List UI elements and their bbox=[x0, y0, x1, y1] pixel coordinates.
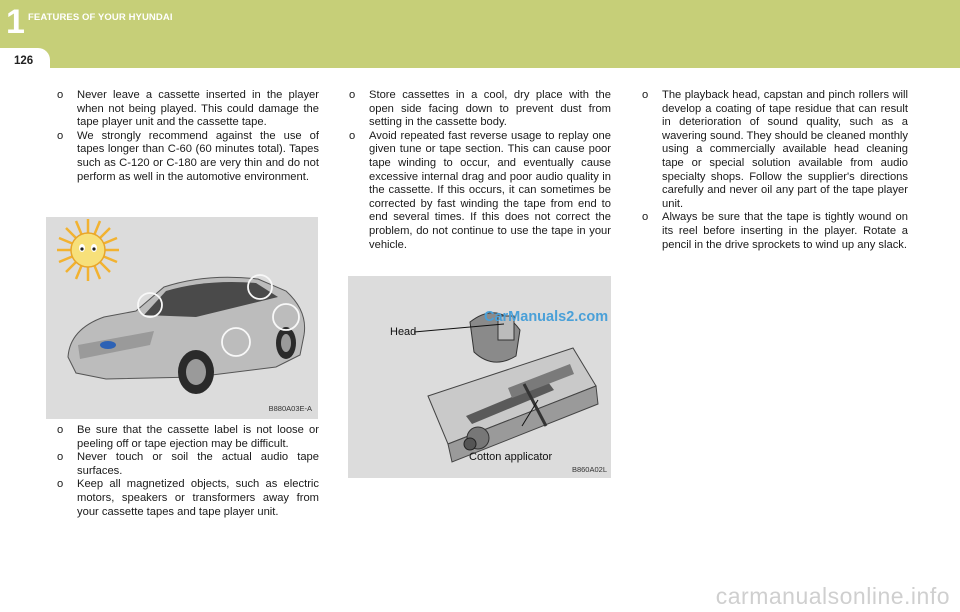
bullet-marker: o bbox=[349, 89, 356, 101]
bullet-item: o We strongly recommend against the use of tapes longer than C-60 (60 minutes total). Tapes such as C-120 or C-180 are very thin and do not perform as well in the automotive environment. bbox=[57, 129, 319, 183]
bullet-marker: o bbox=[57, 424, 64, 436]
bullet-item: o The playback head, capstan and pinch rollers will develop a coating of tape residue that can result in deterioration of sound quality, such as a wavering sound. They should be cleaned monthly using a commercially available head cleaning tape or special solution available from audio specialty shops. Follow the supplier's directions carefully and never oil any part of the tape player unit. bbox=[642, 89, 908, 210]
bullet-item: o Avoid repeated fast reverse usage to replay one given tune or tape section. This can cause poor tape winding to occur, and eventually cause excessive internal drag and poor audio quality in the cassette. If this occurs, it can sometimes be corrected by fast winding the tape from end to end several times. If this does not correct the problem, do not continue to use the tape in your vehicle. bbox=[349, 129, 611, 251]
sun-icon bbox=[57, 219, 119, 281]
chapter-number: 1 bbox=[6, 3, 25, 41]
bullet-marker: o bbox=[642, 211, 649, 224]
bullet-marker: o bbox=[57, 451, 64, 464]
site-watermark: CarManuals2.com bbox=[484, 309, 609, 325]
bullet-item: o Keep all magnetized objects, such as electric motors, speakers or transformers away from your cassette tapes and tape player unit. bbox=[57, 478, 319, 518]
figure-code: B860A02L bbox=[571, 465, 607, 474]
column-2 bbox=[349, 89, 611, 252]
bullet-marker: o bbox=[57, 129, 64, 142]
bullet-marker: o bbox=[57, 89, 64, 101]
bullet-marker: o bbox=[57, 478, 64, 491]
page-number: 126 bbox=[14, 55, 34, 67]
car-sun-graphic bbox=[46, 217, 318, 419]
chapter-header-bar bbox=[0, 0, 960, 68]
bullet-item: o Always be sure that the tape is tightly wound on its reel before inserting in the player. Rotate a pencil in the drive sprockets to wind up any slack. bbox=[642, 211, 908, 251]
chapter-title: FEATURES OF YOUR HYUNDAI bbox=[28, 12, 173, 23]
head-label: Head bbox=[390, 326, 417, 338]
bullet-item: o Be sure that the cassette label is not loose or peeling off or tape ejection may be difficult. bbox=[57, 424, 319, 450]
footer-watermark: carmanualsonline.info bbox=[715, 583, 950, 609]
bullet-item: o Never touch or soil the actual audio tape surfaces. bbox=[57, 451, 319, 477]
column-3 bbox=[642, 89, 908, 252]
tape-player-graphic bbox=[348, 276, 611, 478]
column-1-bottom bbox=[57, 424, 319, 519]
bullet-marker: o bbox=[349, 129, 356, 142]
bullet-marker: o bbox=[642, 89, 649, 101]
car-illustration bbox=[46, 217, 318, 419]
cassette-head-illustration bbox=[348, 276, 611, 478]
column-1-top bbox=[57, 89, 319, 184]
bullet-item: o Never leave a cassette inserted in the player when not being played. This could damage the tape player unit and the cassette tape. bbox=[57, 89, 319, 129]
figure-code: B880A03E-A bbox=[268, 404, 312, 413]
bullet-item: o Store cassettes in a cool, dry place with the open side facing down to prevent dust from setting in the cassette body. bbox=[349, 89, 611, 129]
cotton-applicator-label: Cotton applicator bbox=[469, 451, 553, 463]
